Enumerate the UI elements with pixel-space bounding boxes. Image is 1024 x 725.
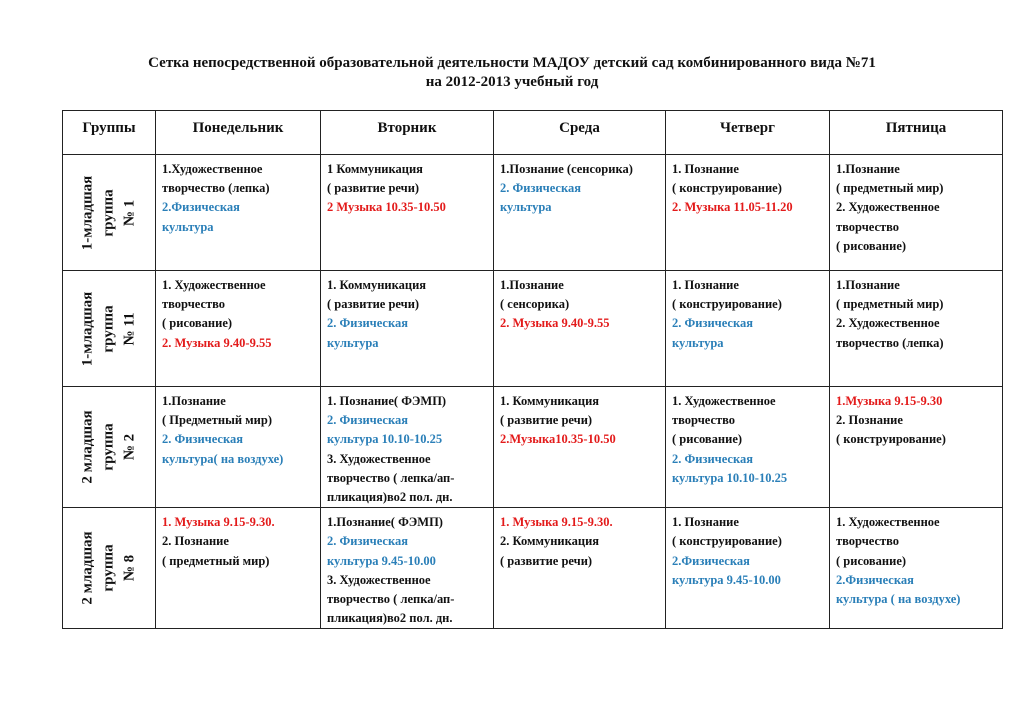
- schedule-cell-tuesday: [321, 387, 494, 508]
- activity-line: творчество ( лепка/ап-: [327, 470, 455, 485]
- schedule-cell-tuesday: [321, 271, 494, 387]
- activity-line: 1. Художественное: [162, 278, 266, 292]
- activity-line: культура: [162, 219, 214, 234]
- activity-line: ( развитие речи): [327, 181, 420, 196]
- activity-line: культура ( на воздухе): [836, 592, 961, 607]
- group-label-line: № 8: [121, 555, 138, 582]
- activity-line: 1 Коммуникация: [327, 162, 423, 176]
- activity-line: 2. Музыка 9.40-9.55: [162, 335, 272, 350]
- activity-line: 1. Познание: [672, 515, 739, 530]
- activity-line: 2. Познание: [162, 534, 229, 549]
- activity-line: 2.Физическая: [162, 200, 240, 215]
- header-thursday: Четверг: [666, 111, 830, 155]
- activity-line: культура 9.45-10.00: [672, 572, 781, 587]
- group-label-line: группа: [100, 304, 117, 353]
- activity-line: 3. Художественное: [327, 572, 431, 587]
- schedule-cell-wednesday: [494, 155, 666, 271]
- group-label: [78, 377, 141, 517]
- schedule-cell-monday: [156, 387, 321, 508]
- schedule-cell-monday: [156, 508, 321, 629]
- schedule-cell-tuesday: [321, 155, 494, 271]
- schedule-cell-thursday: [666, 155, 830, 271]
- activity-line: творчество ( лепка/ап-: [327, 592, 455, 607]
- activity-line: ( предметный мир): [836, 297, 944, 312]
- activity-line: культура 9.45-10.00: [327, 553, 436, 568]
- group-label-line: 1-младшая: [79, 291, 96, 366]
- activity-line: 1.Познание: [500, 278, 564, 292]
- schedule-cell-thursday: [666, 271, 830, 387]
- activity-line: 1.Художественное: [162, 162, 263, 176]
- table-row: [63, 508, 1003, 629]
- group-label-line: группа: [100, 423, 117, 471]
- schedule-cell-monday: [156, 155, 321, 271]
- activity-line: ( развитие речи): [500, 413, 593, 428]
- activity-line: пликация)во2 пол. дн.: [327, 611, 453, 626]
- activity-line: ( конструирование): [672, 534, 782, 549]
- group-label-line: 2 младшая: [79, 531, 96, 605]
- activity-line: пликация)во2 пол. дн.: [327, 490, 453, 505]
- activity-line: ( предметный мир): [162, 553, 270, 568]
- group-label-line: 1-младшая: [79, 175, 96, 250]
- activity-line: 1. Музыка 9.15-9.30.: [162, 515, 275, 530]
- activity-line: 1. Коммуникация: [500, 394, 600, 408]
- activity-line: ( рисование): [836, 238, 907, 253]
- activity-line: 2. Физическая: [500, 181, 581, 196]
- group-label-line: № 11: [121, 312, 138, 345]
- activity-line: 2. Физическая: [327, 413, 408, 428]
- group-label: [78, 498, 141, 638]
- activity-line: 2. Художественное: [836, 316, 940, 331]
- document-title: Сетка непосредственной образовательной деятельности МАДОУ детский сад комбинированного вида №71: [148, 55, 876, 71]
- schedule-cell-friday: [830, 508, 1003, 629]
- activity-line: 1. Коммуникация: [327, 278, 427, 292]
- activity-line: культура: [672, 335, 724, 350]
- activity-line: 2. Коммуникация: [500, 534, 600, 549]
- activity-line: творчество: [836, 219, 900, 234]
- schedule-cell-monday: [156, 271, 321, 387]
- activity-line: культура: [327, 335, 379, 350]
- group-cell: [63, 155, 156, 271]
- activity-line: ( конструирование): [672, 181, 782, 196]
- header-groups: Группы: [63, 111, 156, 155]
- activity-line: 1. Художественное: [672, 394, 776, 408]
- activity-line: 2.Физическая: [836, 572, 914, 587]
- schedule-cell-friday: [830, 271, 1003, 387]
- schedule-cell-wednesday: [494, 387, 666, 508]
- activity-line: ( предметный мир): [836, 181, 944, 196]
- schedule-cell-friday: [830, 155, 1003, 271]
- activity-line: ( Предметный мир): [162, 413, 272, 428]
- activity-line: 2. Музыка 9.40-9.55: [500, 316, 610, 331]
- activity-line: ( развитие речи): [500, 553, 593, 568]
- header-tuesday: Вторник: [321, 111, 494, 155]
- activity-line: творчество: [162, 297, 226, 312]
- activity-line: творчество (лепка): [836, 335, 944, 350]
- activity-line: 1.Познание: [836, 278, 900, 292]
- activity-line: культура 10.10-10.25: [672, 470, 788, 485]
- group-label-line: 2 младшая: [79, 410, 96, 484]
- header-friday: Пятница: [830, 111, 1003, 155]
- activity-line: 2. Физическая: [672, 451, 753, 466]
- group-cell: [63, 387, 156, 508]
- activity-line: 1.Познание: [162, 394, 226, 408]
- activity-line: ( рисование): [162, 316, 233, 331]
- activity-line: 1. Познание: [672, 162, 739, 176]
- activity-line: ( конструирование): [836, 432, 946, 447]
- activity-line: 1. Познание( ФЭМП): [327, 394, 447, 408]
- header-monday: Понедельник: [156, 111, 321, 155]
- activity-line: 1. Познание: [672, 278, 739, 292]
- activity-line: культура: [500, 200, 552, 215]
- activity-line: творчество: [672, 413, 736, 428]
- table-row: [63, 387, 1003, 508]
- activity-line: 2 Музыка 10.35-10.50: [327, 200, 446, 215]
- schedule-cell-thursday: [666, 508, 830, 629]
- activity-line: творчество: [836, 534, 900, 549]
- activity-line: 2. Физическая: [162, 432, 243, 447]
- group-label-line: № 1: [121, 199, 138, 226]
- table-row: [63, 271, 1003, 387]
- activity-line: ( сенсорика): [500, 297, 570, 312]
- activity-line: 2. Физическая: [327, 316, 408, 331]
- activity-line: 1. Художественное: [836, 515, 940, 530]
- activity-line: 1.Музыка 9.15-9.30: [836, 394, 943, 408]
- activity-line: 1. Музыка 9.15-9.30.: [500, 515, 613, 530]
- activity-line: 1.Познание (сенсорика): [500, 162, 633, 176]
- activity-line: 1.Познание( ФЭМП): [327, 515, 443, 530]
- group-label-line: группа: [100, 544, 117, 592]
- activity-line: творчество (лепка): [162, 181, 270, 196]
- schedule-cell-thursday: [666, 387, 830, 508]
- document-subtitle: на 2012-2013 учебный год: [425, 74, 599, 90]
- activity-line: 2.Физическая: [672, 553, 750, 568]
- activity-line: ( рисование): [672, 432, 743, 447]
- group-cell: [63, 271, 156, 387]
- header-row: [63, 111, 1003, 155]
- activity-line: 2. Художественное: [836, 200, 940, 215]
- header-wednesday: Среда: [494, 111, 666, 155]
- activity-line: ( конструирование): [672, 297, 782, 312]
- activity-line: 2. Познание: [836, 413, 903, 428]
- activity-line: культура( на воздухе): [162, 451, 284, 466]
- activity-line: 2.Музыка10.35-10.50: [500, 432, 616, 447]
- activity-line: ( развитие речи): [327, 297, 420, 312]
- activity-line: 2. Физическая: [327, 534, 408, 549]
- table-row: [63, 155, 1003, 271]
- group-label-line: № 2: [121, 433, 138, 461]
- schedule-cell-wednesday: [494, 508, 666, 629]
- activity-line: культура 10.10-10.25: [327, 432, 443, 447]
- schedule-table: [62, 110, 1003, 629]
- activity-line: 3. Художественное: [327, 451, 431, 466]
- activity-line: 1.Познание: [836, 162, 900, 176]
- group-label-line: группа: [100, 188, 117, 237]
- group-cell: [63, 508, 156, 629]
- schedule-cell-friday: [830, 387, 1003, 508]
- activity-line: ( рисование): [836, 553, 907, 568]
- schedule-cell-tuesday: [321, 508, 494, 629]
- activity-line: 2. Музыка 11.05-11.20: [672, 200, 793, 215]
- schedule-cell-wednesday: [494, 271, 666, 387]
- activity-line: 2. Физическая: [672, 316, 753, 331]
